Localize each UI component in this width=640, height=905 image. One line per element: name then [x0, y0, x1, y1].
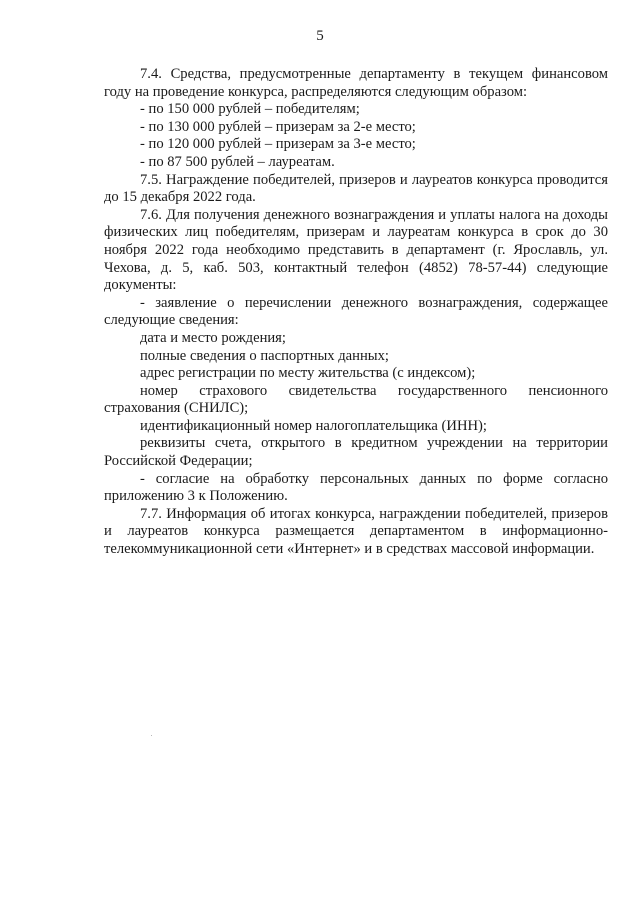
detail-birth: дата и место рождения; — [140, 329, 286, 346]
prize-item-laureates: - по 87 500 рублей – лауреатам. — [140, 153, 335, 170]
prize-item-third-place: - по 120 000 рублей – призерам за 3-е место; — [140, 136, 416, 153]
consent-item: - согласие на обработку персональных данных по форме согласно приложению 3 к Положению. — [104, 470, 608, 505]
detail-snils: номер страхового свидетельства государственного пенсионного страхования (СНИЛС); — [104, 382, 608, 417]
paragraph-7-6: 7.6. Для получения денежного вознаграждения и уплаты налога на доходы физических лиц победителям, призерам и лауреатам конкурса в срок до 30 ноября 2022 года необходимо представить в департамент (г. Ярославль, ул. Чехова, д. 5, каб. 503, контактный телефон (4852) 78-57-44) следующие документы: — [104, 206, 608, 294]
scan-artifact — [151, 735, 152, 736]
detail-inn: идентификационный номер налогоплательщика (ИНН); — [140, 417, 487, 434]
detail-passport: полные сведения о паспортных данных; — [140, 347, 389, 364]
detail-address: адрес регистрации по месту жительства (с индексом); — [140, 365, 476, 382]
page-number: 5 — [316, 28, 324, 44]
paragraph-7-4: 7.4. Средства, предусмотренные департаменту в текущем финансовом году на проведение конкурса, распределяются следующим образом: — [104, 66, 608, 100]
paragraph-7-5: 7.5. Награждение победителей, призеров и лауреатов конкурса проводится до 15 декабря 2022 года. — [104, 171, 608, 206]
detail-bank-account: реквизиты счета, открытого в кредитном учреждении на территории Российской Федерации; — [104, 435, 608, 470]
document-body — [104, 66, 608, 559]
statement-item: - заявление о перечислении денежного вознаграждения, содержащее следующие сведения: — [104, 294, 608, 329]
prize-item-second-place: - по 130 000 рублей – призерам за 2-е место; — [140, 118, 416, 135]
prize-item-winners: - по 150 000 рублей – победителям; — [140, 101, 360, 118]
paragraph-7-7: 7.7. Информация об итогах конкурса, награждении победителей, призеров и лауреатов конкурса размещается департаментом в информационно-телекоммуникационной сети «Интернет» и в средствах массовой информации. — [104, 505, 608, 558]
